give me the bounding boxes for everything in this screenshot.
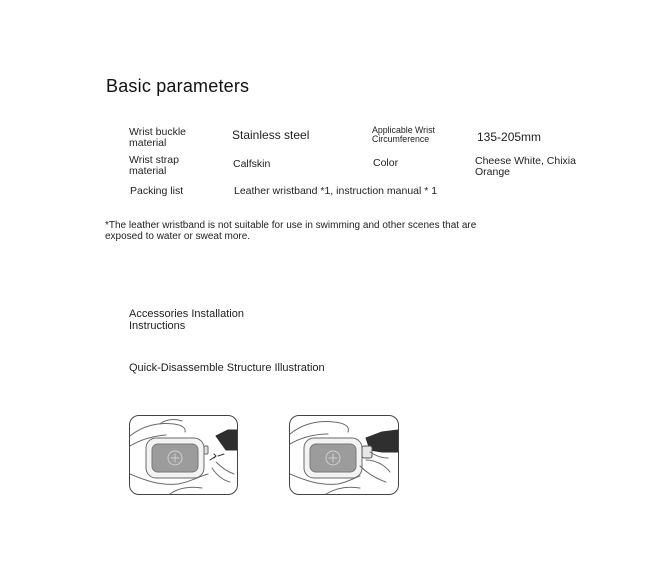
illustration-strap-removal-step-2 [289, 415, 399, 495]
illustration-strap-removal-step-1 [129, 415, 238, 495]
param-value-buckle-material: Stainless steel [232, 128, 310, 142]
section-title-accessories-installation: Accessories Installation Instructions [129, 308, 244, 332]
param-value-wrist-circumference: 135-205mm [477, 130, 542, 144]
usage-note: *The leather wristband is not suitable for use in swimming and other scenes that are exposed to water or sweat more. [105, 220, 477, 242]
param-label-packing-list: Packing list [130, 185, 184, 197]
param-label-wrist-circumference: Applicable Wrist Circumference [372, 125, 435, 144]
param-value-packing-list: Leather wristband *1, instruction manual * 1 [234, 185, 438, 197]
param-value-strap-material: Calfskin [233, 158, 271, 170]
watch-strap-removal-step-1-icon [130, 416, 237, 494]
param-label-buckle-material: Wrist buckle material [129, 126, 186, 149]
section-title-basic-parameters: Basic parameters [106, 76, 250, 96]
section-title-quick-disassemble: Quick-Disassemble Structure Illustration [129, 362, 325, 374]
param-value-color: Cheese White, Chixia Orange [475, 155, 576, 178]
param-label-strap-material: Wrist strap material [129, 154, 179, 177]
watch-strap-removal-step-2-icon [290, 416, 398, 494]
param-label-color: Color [373, 157, 399, 169]
